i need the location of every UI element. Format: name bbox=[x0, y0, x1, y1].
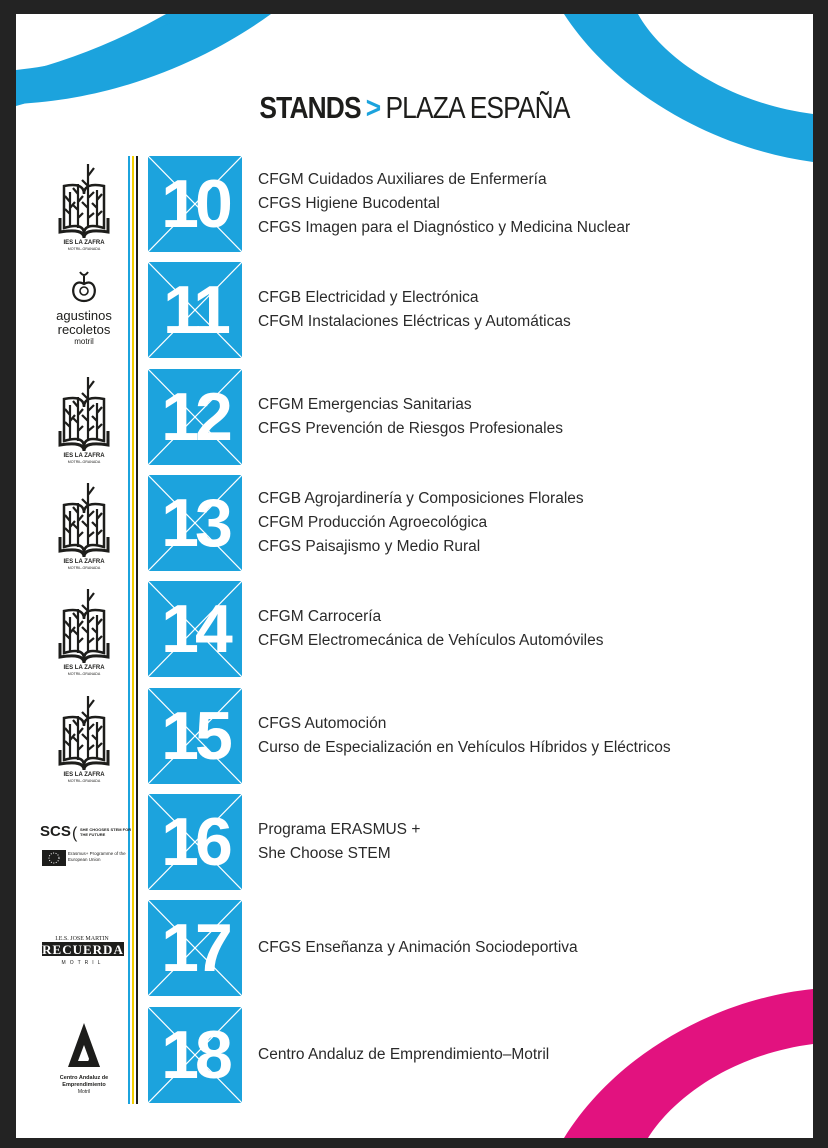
stand-number: 11 bbox=[163, 272, 227, 348]
logo-caption: I.E.S. JOSE MARTIN bbox=[55, 936, 109, 942]
stand-number: 10 bbox=[161, 166, 229, 242]
stand-logo bbox=[34, 900, 134, 996]
svg-text:(: ( bbox=[72, 825, 78, 842]
scs-erasmus-logo bbox=[34, 794, 134, 890]
stand-logo bbox=[34, 794, 134, 890]
logo-caption: IES LA ZAFRA bbox=[63, 772, 105, 778]
logo-caption-2: RECUERDA bbox=[42, 942, 124, 957]
stand-program-line: CFGS Prevención de Riesgos Profesionales bbox=[258, 420, 563, 437]
stand-program-line: CFGB Electricidad y Electrónica bbox=[258, 289, 479, 306]
stand-program-line: Curso de Especialización en Vehículos Híbridos y Eléctricos bbox=[258, 739, 671, 756]
stand-program-line: Centro Andaluz de Emprendimiento–Motril bbox=[258, 1046, 550, 1063]
stand-row bbox=[16, 262, 813, 358]
stand-row bbox=[16, 369, 813, 465]
stand-logo bbox=[34, 156, 134, 252]
stand-program-line: CFGM Producción Agroecológica bbox=[258, 514, 488, 531]
logo-subcaption: Motril bbox=[77, 1089, 91, 1095]
logo-caption-2: recoletos bbox=[57, 322, 111, 337]
stand-number: 12 bbox=[161, 379, 229, 455]
stand-programs bbox=[258, 475, 584, 571]
stand-number: 17 bbox=[161, 910, 229, 986]
stand-number-box bbox=[148, 156, 242, 252]
stand-program-line: CFGS Paisajismo y Medio Rural bbox=[258, 538, 481, 555]
stand-programs bbox=[258, 1007, 549, 1103]
logo-caption-2: Erasmus+ Programme of the European Union bbox=[68, 851, 126, 862]
top-right-blue-arc bbox=[564, 14, 813, 162]
stand-program-line: CFGM Emergencias Sanitarias bbox=[258, 396, 472, 413]
stand-program-line: CFGS Automoción bbox=[258, 715, 387, 732]
stand-program-line: CFGM Carrocería bbox=[258, 608, 382, 625]
stand-row bbox=[16, 688, 813, 784]
stand-logo bbox=[34, 475, 134, 571]
stand-programs bbox=[258, 369, 563, 465]
agustinos-recoletos-logo bbox=[34, 262, 134, 358]
stand-number-box bbox=[148, 1007, 242, 1103]
stand-logo bbox=[34, 581, 134, 677]
stand-row bbox=[16, 475, 813, 571]
stand-row bbox=[16, 156, 813, 252]
ies-la-zafra-logo bbox=[34, 475, 134, 571]
stand-number: 18 bbox=[161, 1017, 229, 1093]
stand-number: 15 bbox=[161, 698, 229, 774]
stand-number-box bbox=[148, 475, 242, 571]
logo-subcaption: MOTRIL-GRANADA bbox=[67, 566, 101, 570]
stand-program-line: CFGS Enseñanza y Animación Sociodeportiva bbox=[258, 939, 578, 956]
stand-programs bbox=[258, 794, 420, 890]
stand-program-line: CFGS Imagen para el Diagnóstico y Medicina Nuclear bbox=[258, 219, 631, 236]
stand-logo bbox=[34, 369, 134, 465]
title-separator: > bbox=[365, 90, 381, 125]
title-location: PLAZA ESPAÑA bbox=[385, 90, 570, 125]
stand-row bbox=[16, 794, 813, 890]
logo-caption: IES LA ZAFRA bbox=[63, 453, 105, 459]
poster bbox=[16, 14, 813, 1138]
title-stands: STANDS bbox=[259, 90, 361, 125]
logo-caption: agustinos bbox=[56, 308, 112, 323]
page-title bbox=[76, 90, 753, 126]
stand-number-box bbox=[148, 794, 242, 890]
stand-logo bbox=[34, 688, 134, 784]
stand-number-box bbox=[148, 262, 242, 358]
stand-programs bbox=[258, 900, 578, 996]
logo-caption: IES LA ZAFRA bbox=[63, 665, 105, 671]
stand-number-box bbox=[148, 369, 242, 465]
centro-andaluz-emprendimiento-logo bbox=[34, 1007, 134, 1103]
logo-caption: IES LA ZAFRA bbox=[63, 559, 105, 565]
stand-program-line: CFGM Cuidados Auxiliares de Enfermería bbox=[258, 171, 547, 188]
stand-logo bbox=[34, 262, 134, 358]
stand-programs bbox=[258, 581, 603, 677]
logo-subcaption: SHE CHOOSES STEM FOR THE FUTURE bbox=[80, 827, 132, 837]
logo-subcaption: MOTRIL-GRANADA bbox=[67, 460, 101, 464]
logo-caption: Centro Andaluz de bbox=[59, 1075, 109, 1081]
stand-number: 16 bbox=[161, 804, 229, 880]
eu-flag-icon bbox=[42, 850, 66, 866]
logo-caption: IES LA ZAFRA bbox=[63, 240, 105, 246]
stand-program-line: Programa ERASMUS + bbox=[258, 821, 421, 838]
logo-subcaption: MOTRIL-GRANADA bbox=[67, 247, 101, 251]
stand-number-box bbox=[148, 900, 242, 996]
stand-program-line: She Choose STEM bbox=[258, 845, 391, 862]
stand-row bbox=[16, 1007, 813, 1103]
stand-programs bbox=[258, 262, 571, 358]
ies-la-zafra-logo bbox=[34, 688, 134, 784]
logo-subcaption: MOTRIL-GRANADA bbox=[67, 779, 101, 783]
ies-jose-martin-recuerda-logo bbox=[34, 900, 134, 996]
stand-number-box bbox=[148, 688, 242, 784]
stand-program-line: CFGM Electromecánica de Vehículos Automóviles bbox=[258, 632, 604, 649]
stand-number-box bbox=[148, 581, 242, 677]
stand-program-line: CFGM Instalaciones Eléctricas y Automáticas bbox=[258, 313, 571, 330]
logo-subcaption: motril bbox=[74, 337, 94, 346]
ies-la-zafra-logo bbox=[34, 156, 134, 252]
ies-la-zafra-logo bbox=[34, 369, 134, 465]
stand-number: 14 bbox=[161, 591, 229, 667]
logo-caption-2: Emprendimiento bbox=[62, 1082, 106, 1088]
stand-logo bbox=[34, 1007, 134, 1103]
ies-la-zafra-logo bbox=[34, 581, 134, 677]
stand-programs bbox=[258, 156, 630, 252]
logo-subcaption: MOTRIL bbox=[61, 960, 105, 966]
stand-row bbox=[16, 581, 813, 677]
stand-row bbox=[16, 900, 813, 996]
stand-programs bbox=[258, 688, 671, 784]
stand-program-line: CFGS Higiene Bucodental bbox=[258, 195, 440, 212]
logo-subcaption: MOTRIL-GRANADA bbox=[67, 672, 101, 676]
stand-number: 13 bbox=[161, 485, 229, 561]
stand-program-line: CFGB Agrojardinería y Composiciones Florales bbox=[258, 490, 584, 507]
logo-caption: SCS bbox=[40, 823, 71, 840]
